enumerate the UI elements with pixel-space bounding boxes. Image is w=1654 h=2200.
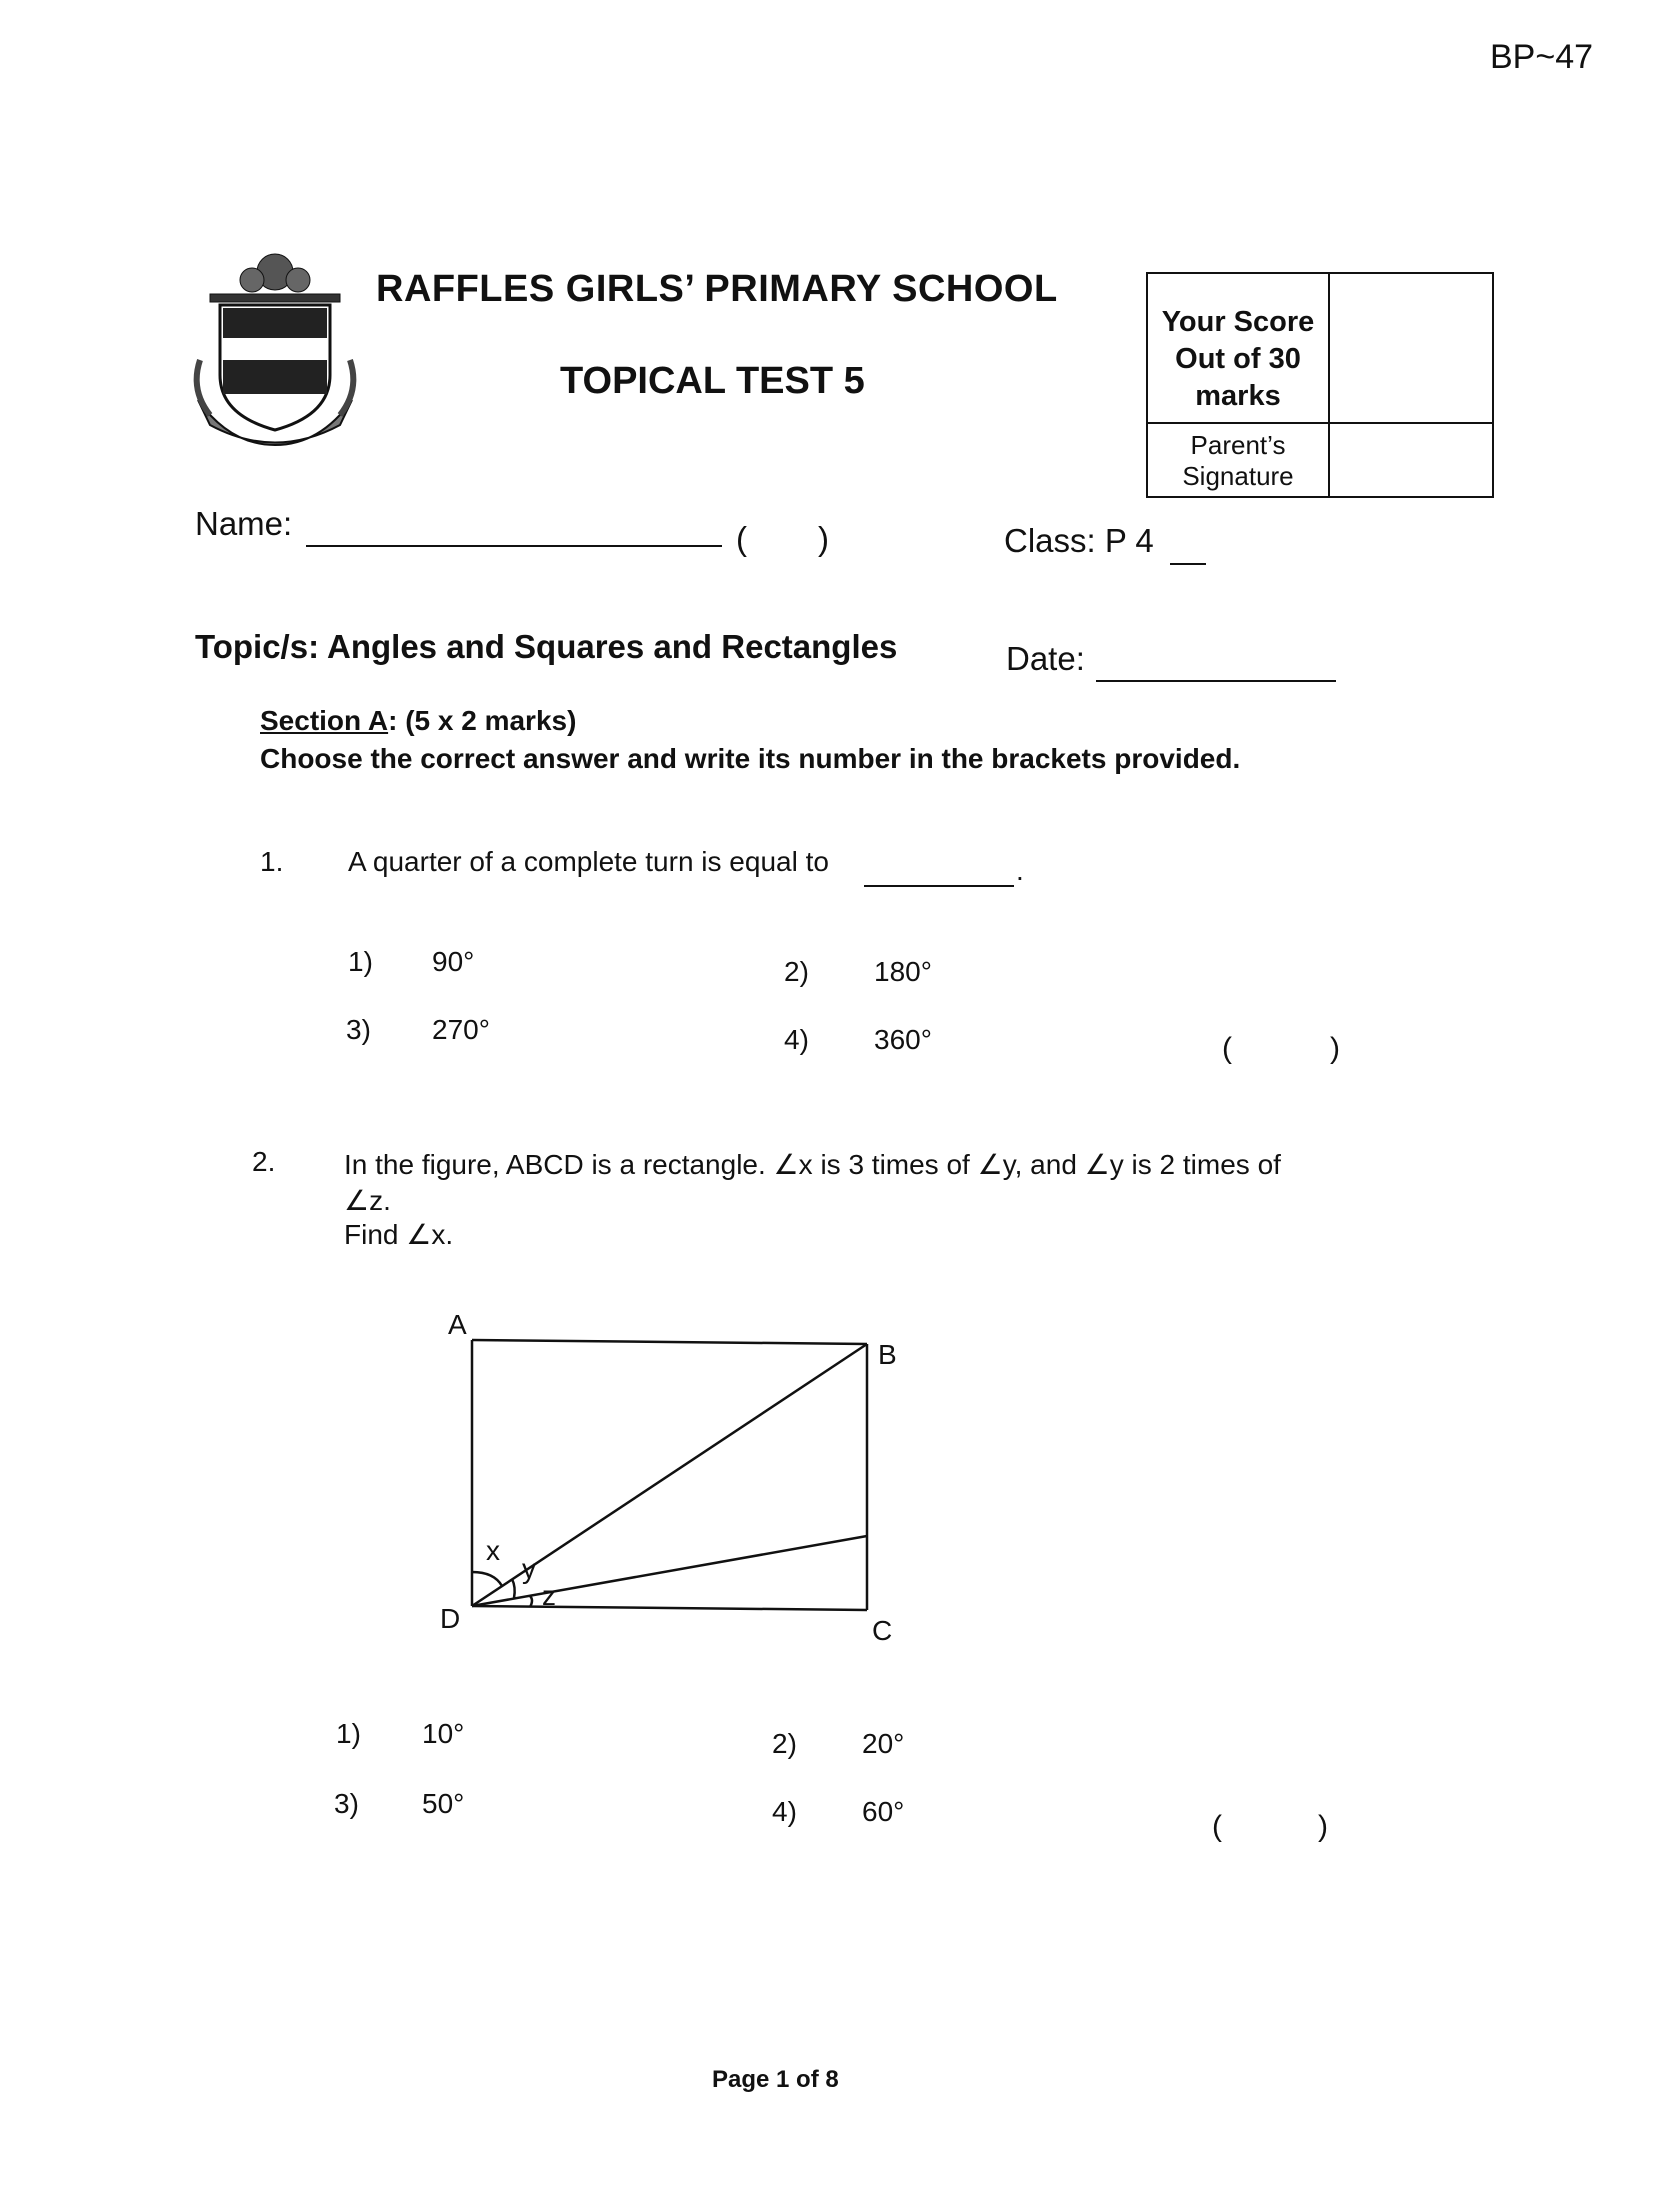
label-x: x bbox=[486, 1535, 500, 1566]
label-y: y bbox=[522, 1553, 536, 1584]
option-value: 10° bbox=[422, 1718, 465, 1749]
page-code: BP~47 bbox=[1490, 38, 1594, 76]
question-number: 2. bbox=[252, 1146, 276, 1177]
option-value: 180° bbox=[874, 956, 932, 987]
angle-z-arc bbox=[530, 1596, 532, 1607]
option-value: 270° bbox=[432, 1014, 490, 1045]
page-number: Page 1 of 8 bbox=[712, 2066, 839, 2093]
angle-y-arc bbox=[512, 1579, 515, 1598]
option-value: 60° bbox=[862, 1796, 905, 1827]
answer-blank bbox=[864, 885, 1014, 887]
section-title bbox=[260, 705, 576, 737]
register-number-paren-close: ) bbox=[818, 520, 829, 557]
question-text: In the figure, ABCD is a rectangle. ∠x is 3 times of ∠y, and ∠y is 2 times of bbox=[344, 1149, 1281, 1180]
score-box bbox=[1146, 272, 1494, 498]
section-marks: : (5 x 2 marks) bbox=[388, 705, 577, 736]
school-name: RAFFLES GIRLS’ PRIMARY SCHOOL bbox=[376, 268, 1058, 310]
label-a: A bbox=[448, 1310, 467, 1340]
option-number: 4) bbox=[784, 1024, 809, 1055]
label-c: C bbox=[872, 1615, 893, 1646]
parent-signature-label: Parent’s Signature bbox=[1182, 430, 1294, 491]
answer-bracket-open[interactable]: ( bbox=[1212, 1810, 1222, 1843]
section-instruction: Choose the correct answer and write its number in the brackets provided. bbox=[260, 743, 1241, 774]
topic-label: Topic/s: Angles and Squares and Rectangles bbox=[195, 628, 898, 665]
class-label: Class: P 4 bbox=[1004, 522, 1154, 559]
label-b: B bbox=[878, 1339, 897, 1370]
option-number: 1) bbox=[348, 946, 373, 977]
date-field[interactable] bbox=[1096, 680, 1336, 682]
class-field[interactable] bbox=[1170, 563, 1206, 565]
answer-bracket-close[interactable]: ) bbox=[1318, 1810, 1328, 1843]
register-number-paren-open: ( bbox=[736, 520, 747, 557]
question-text: ∠z. bbox=[344, 1185, 391, 1216]
rectangle-figure bbox=[430, 1310, 910, 1650]
option-number: 3) bbox=[346, 1014, 371, 1045]
option-number: 3) bbox=[334, 1788, 359, 1819]
name-field[interactable] bbox=[306, 545, 722, 547]
section-name: Section A bbox=[260, 705, 389, 736]
option-number: 1) bbox=[336, 1718, 361, 1749]
option-value: 50° bbox=[422, 1788, 465, 1819]
option-number: 2) bbox=[784, 956, 809, 987]
school-crest-icon bbox=[190, 250, 360, 450]
option-value: 20° bbox=[862, 1728, 905, 1759]
question-number: 1. bbox=[260, 846, 284, 877]
question-text: A quarter of a complete turn is equal to bbox=[348, 846, 829, 877]
label-z: z bbox=[542, 1580, 556, 1611]
score-label: Your Score Out of 30 marks bbox=[1161, 306, 1315, 412]
name-label: Name: bbox=[195, 505, 293, 542]
side-ab bbox=[472, 1340, 867, 1344]
angle-x-arc bbox=[472, 1572, 502, 1586]
question-end: . bbox=[1016, 855, 1024, 886]
option-number: 2) bbox=[772, 1728, 797, 1759]
option-number: 4) bbox=[772, 1796, 797, 1827]
option-value: 360° bbox=[874, 1024, 932, 1055]
label-d: D bbox=[440, 1603, 461, 1634]
answer-bracket-open[interactable]: ( bbox=[1222, 1032, 1232, 1065]
answer-bracket-close[interactable]: ) bbox=[1330, 1032, 1340, 1065]
question-text: Find ∠x. bbox=[344, 1219, 454, 1250]
option-value: 90° bbox=[432, 946, 475, 977]
date-label: Date: bbox=[1006, 640, 1085, 677]
test-title: TOPICAL TEST 5 bbox=[560, 360, 865, 402]
